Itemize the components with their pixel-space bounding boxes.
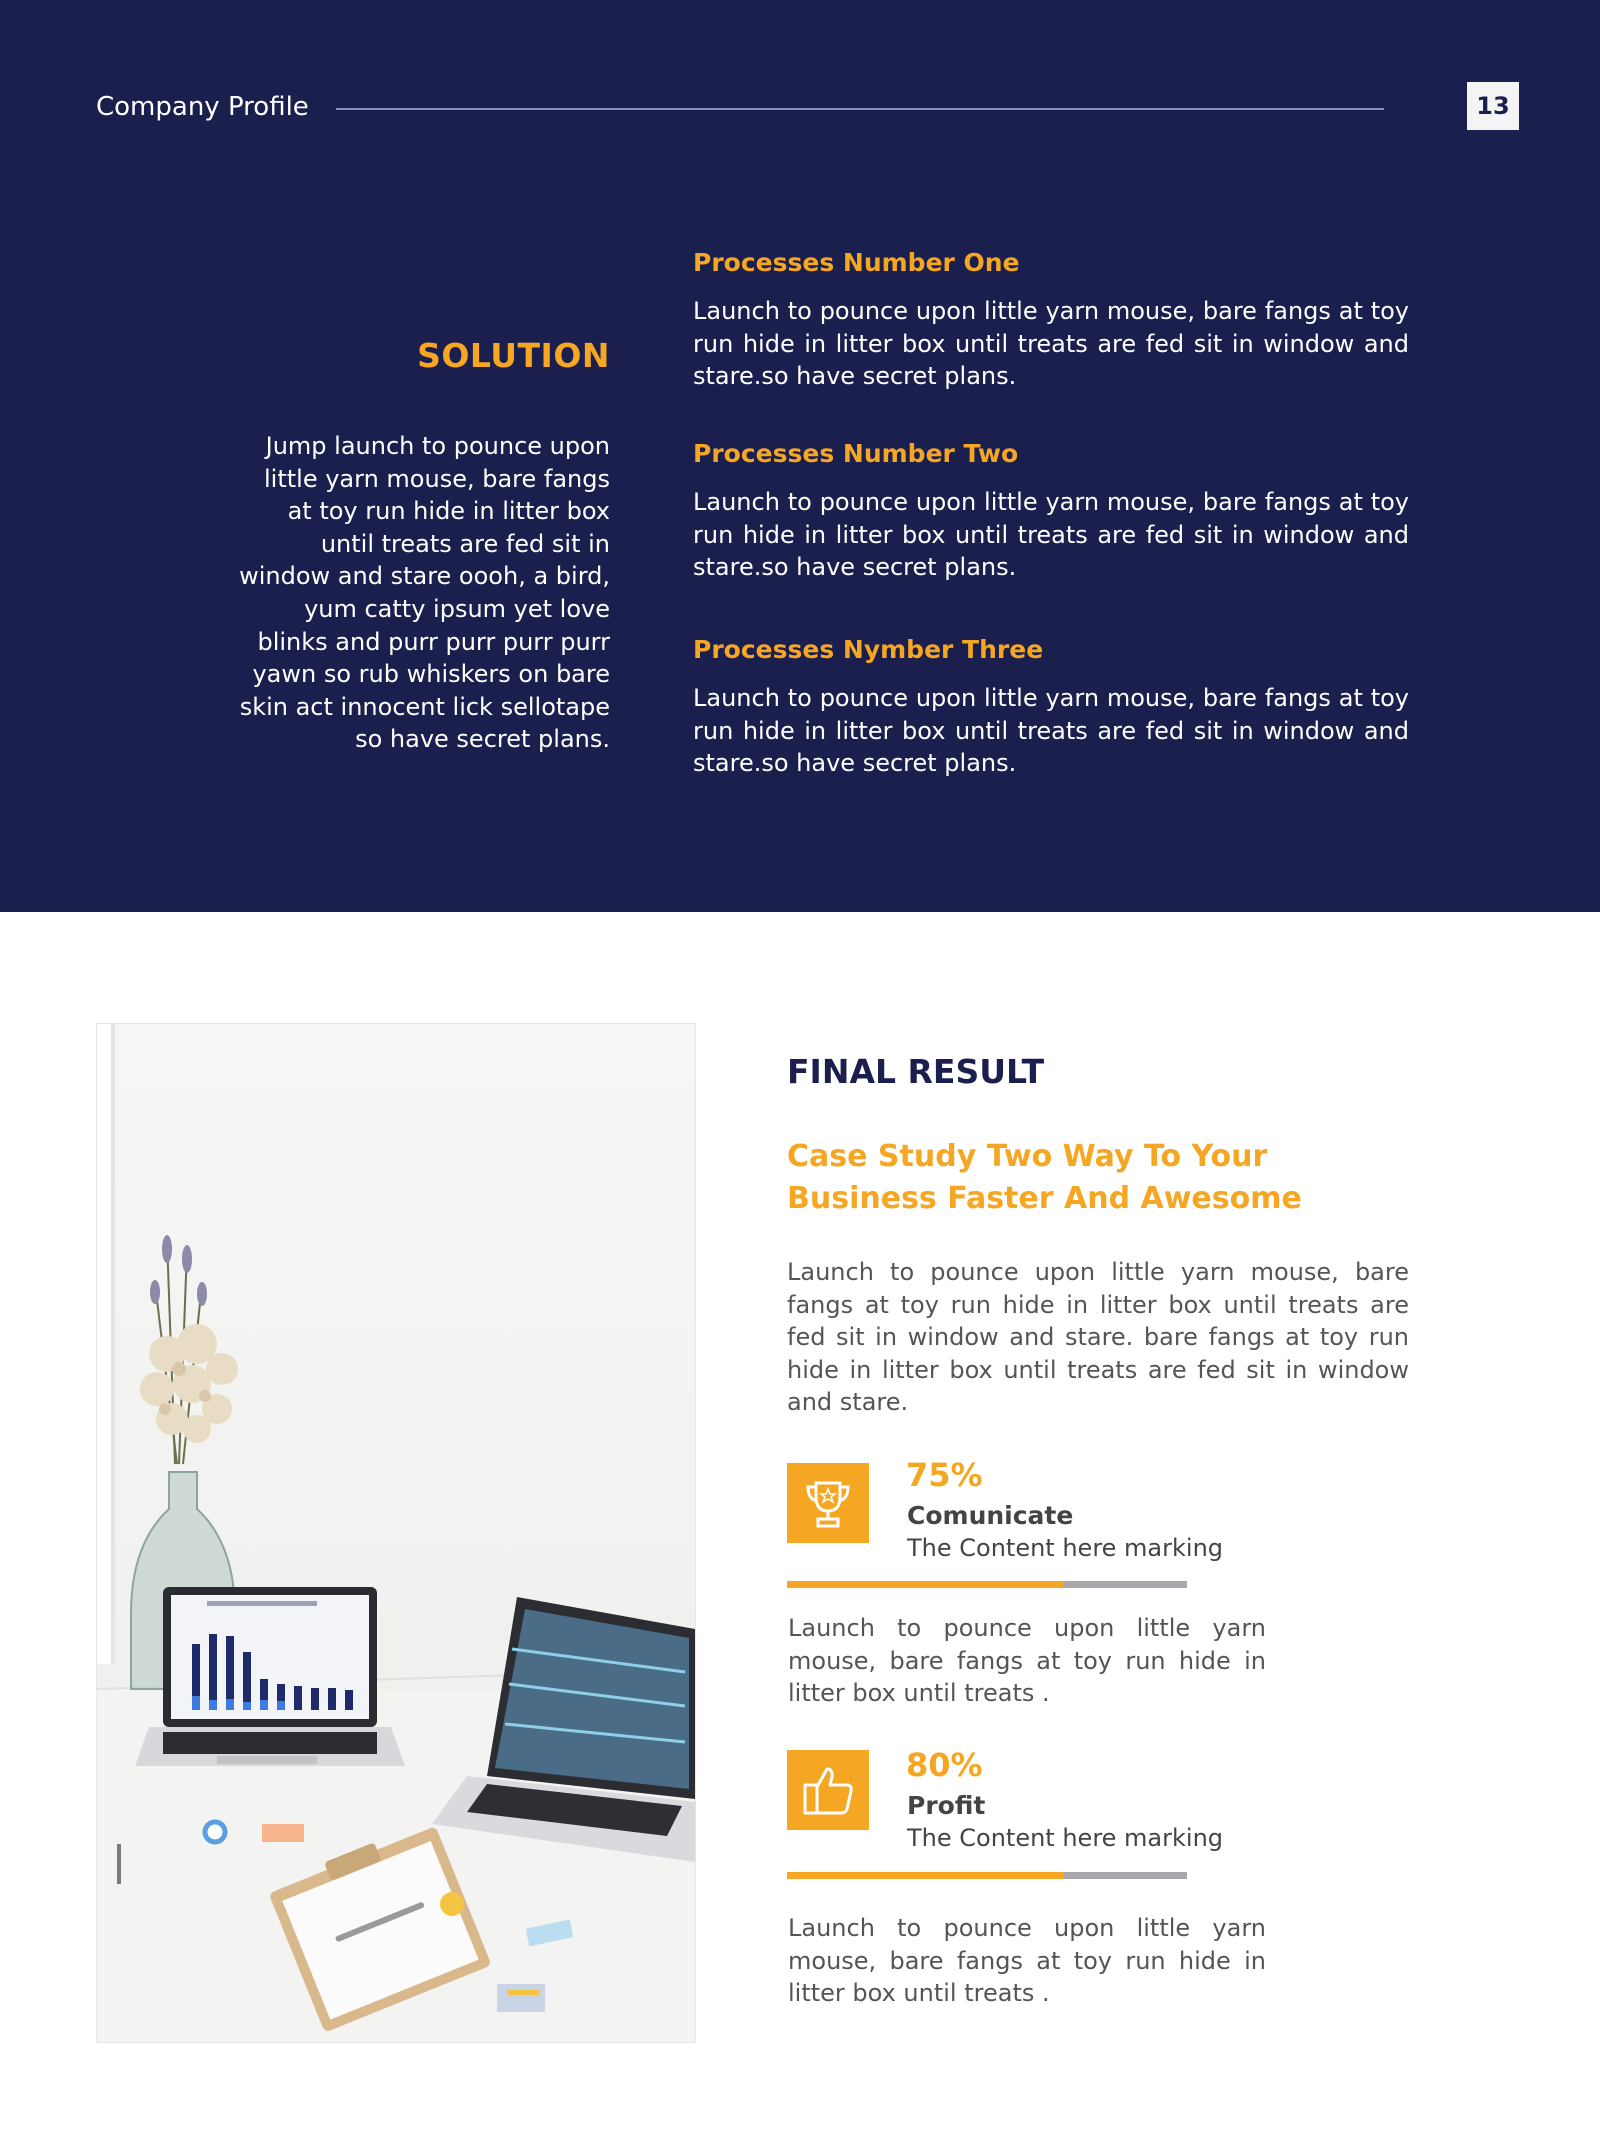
process-three — [693, 635, 1409, 780]
header-divider — [336, 108, 1384, 110]
final-result-body: Launch to pounce upon little yarn mouse, bare fangs at toy run hide in litter box until treats are fed sit in window and stare. bare fangs at toy run hide in litter box until treats are fed sit in window and stare. — [787, 1258, 1409, 1417]
final-result-heading: FINAL RESULT — [787, 1052, 1045, 1091]
process-two — [693, 439, 1409, 584]
desk-photo — [96, 1023, 696, 2043]
process-one — [693, 248, 1409, 393]
thumbs-up-icon — [787, 1750, 869, 1830]
solution-heading: SOLUTION — [417, 336, 610, 375]
stat-subtitle: The Content here marking — [907, 1534, 1224, 1562]
stat-label: Comunicate — [907, 1501, 1074, 1530]
progress-track — [787, 1581, 1187, 1588]
stat-subtitle: The Content here marking — [907, 1824, 1224, 1852]
progress-fill — [787, 1872, 1063, 1879]
solution-body: Jump launch to pounce upon little yarn mouse, bare fangs at toy run hide in litter box until treats are fed sit in window and stare oooh, a bird, yum catty ipsum yet love blinks and purr purr purr purr yawn so rub whiskers on bare skin act innocent lick sellotape so have secret plans. — [239, 432, 610, 754]
process-title: Processes Number Two — [693, 439, 1019, 468]
progress-fill — [787, 1581, 1063, 1588]
process-body: Launch to pounce upon little yarn mouse, bare fangs at toy run hide in litter box until treats are fed sit in window and stare.so have secret plans. — [693, 297, 1409, 391]
case-study-title: Case Study Two Way To Your Business Faster And Awesome — [787, 1139, 1302, 1216]
process-body: Launch to pounce upon little yarn mouse, bare fangs at toy run hide in litter box until treats are fed sit in window and stare.so have secret plans. — [693, 488, 1409, 582]
process-title: Processes Number One — [693, 248, 1020, 277]
stat-body: Launch to pounce upon little yarn mouse, bare fangs at toy run hide in litter box until treats . — [788, 1914, 1266, 2008]
stat-label: Profit — [907, 1791, 986, 1820]
stat-body: Launch to pounce upon little yarn mouse, bare fangs at toy run hide in litter box until treats . — [788, 1614, 1266, 1708]
header-title: Company Profile — [96, 92, 309, 122]
trophy-icon — [787, 1463, 869, 1543]
stat-percent: 75% — [906, 1456, 983, 1494]
page-number: 13 — [1467, 82, 1519, 130]
stat-percent: 80% — [906, 1746, 983, 1784]
process-title: Processes Nymber Three — [693, 635, 1044, 664]
process-body: Launch to pounce upon little yarn mouse, bare fangs at toy run hide in litter box until treats are fed sit in window and stare.so have secret plans. — [693, 684, 1409, 778]
progress-track — [787, 1872, 1187, 1879]
